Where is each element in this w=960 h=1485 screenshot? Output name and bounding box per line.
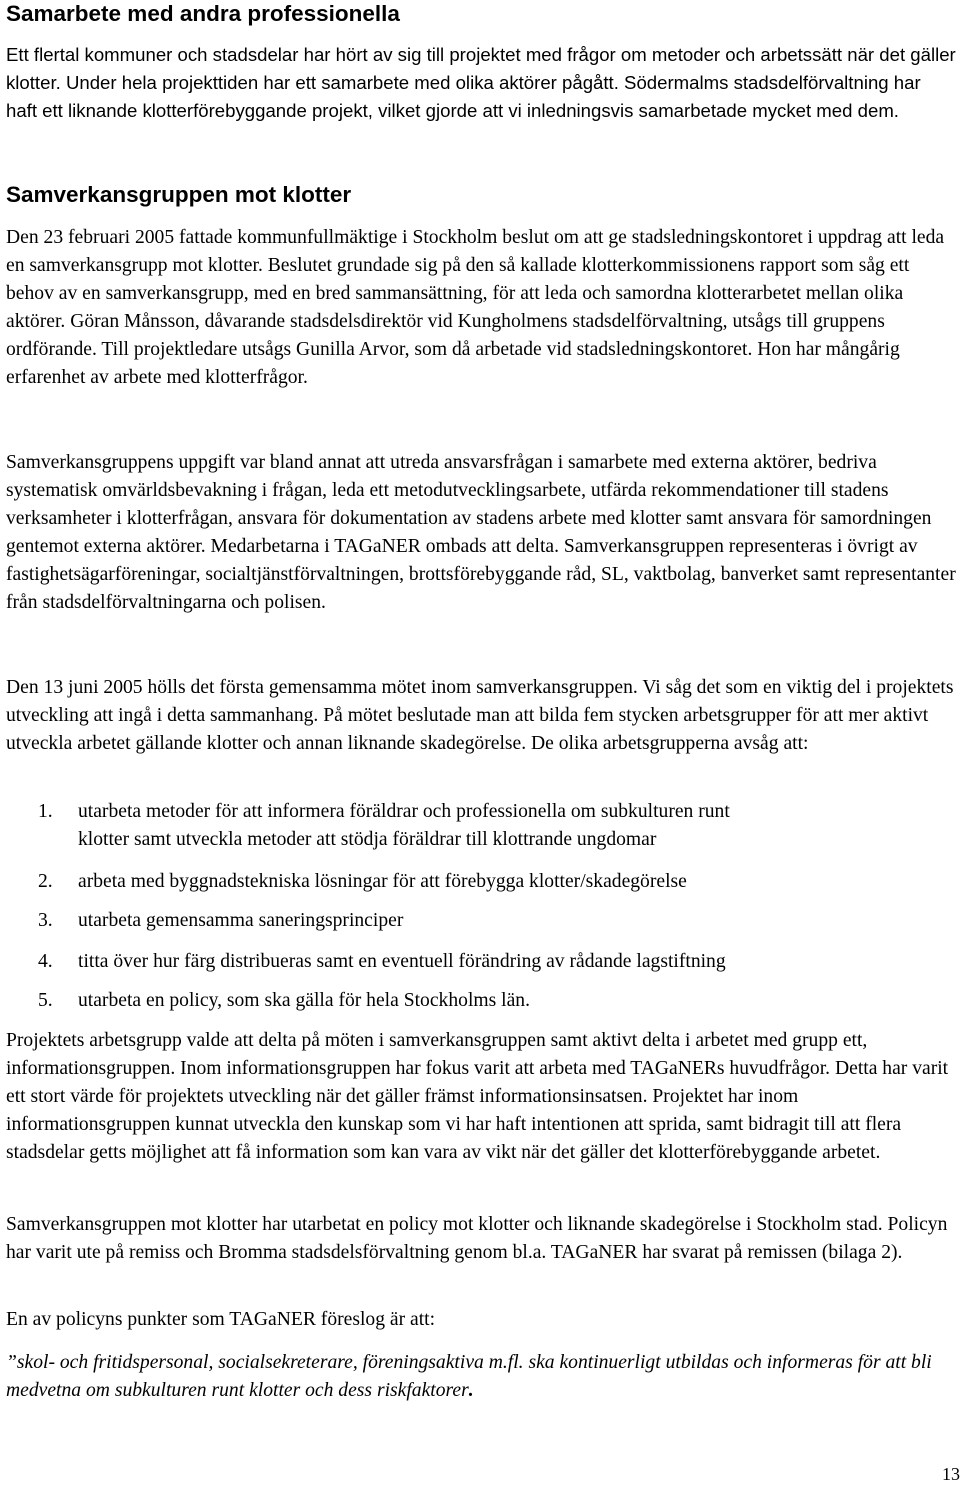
list-item-number: 1. [38,801,53,822]
list-item-text: utarbeta en policy, som ska gälla för hela Stockholms län. [78,990,530,1011]
paragraph-projektets-arbetsgrupp: Projektets arbetsgrupp valde att delta på möten i samverkansgruppen samt aktivt delta i arbetet med grupp ett, informationsgruppen. Inom informationsgruppen har fokus varit att arbeta med TAGaNERs huvudfrågor. Detta har varit ett stort värde för projektets utveckling när det gäller främst informationsinsatsen. Projektet har inom informationsgruppen kunnat utveckla den kunskap som vi har haft intentionen att sprida, samt bidragit till att flera stadsdelar getts möjlighet att få information som kan vara av vikt när det gäller det klotterförebyggande arbetet. [6,1030,949,1163]
list-item-text: utarbeta gemensamma saneringsprinciper [78,910,404,931]
section-heading-samverkansgruppen: Samverkansgruppen mot klotter [6,182,352,207]
paragraph-policyns-punkter: En av policyns punkter som TAGaNER föreslog är att: [6,1309,436,1330]
paragraph-forsta-motet: Den 13 juni 2005 hölls det första gemensamma mötet inom samverkansgruppen. Vi såg det som en viktig del i projektets utveckling att ingå i detta sammanhang. På mötet beslutade man att bilda fem stycken arbetsgrupper för att mer aktivt utveckla arbetet gällande klotter och annan liknande skadegörelse. De olika arbetsgrupperna avsåg att: [6,677,954,754]
policy-quote: ”skol- och fritidspersonal, socialsekreterare, föreningsaktiva m.fl. ska kontinuerligt utbildas och informeras för att bli medvetna om subkulturen runt klotter och dess riskfaktorer. [6,1352,932,1401]
paragraph-policy: Samverkansgruppen mot klotter har utarbetat en policy mot klotter och liknande skadegörelse i Stockholm stad. Policyn har varit ute på remiss och Bromma stadsdelsförvaltning genom bl.a. TAGaNER har svarat på remissen (bilaga 2). [6,1214,948,1263]
paragraph-uppgift: Samverkansgruppens uppgift var bland annat att utreda ansvarsfrågan i samarbete med externa aktörer, bedriva systematisk omvärldsbevakning i frågan, leda ett metodutvecklingsarbete, utfärda rekommendationer till stadens verksamheter i klotterfrågan, ansvara för dokumentation av stadens arbete med klotter samt ansvara för samordningen gentemot externa aktörer. Medarbetarna i TAGaNER ombads att delta. Samverkansgruppen representeras i övrigt av fastighetsägarföreningar, socialtjänstförvaltningen, brottsförebyggande råd, SL, vaktbolag, banverket samt representanter från stadsdelförvaltningarna och polisen. [6,452,956,613]
list-item-text: titta över hur färg distribueras samt en eventuell förändring av rådande lagstiftning [78,951,726,972]
list-item-text: utarbeta metoder för att informera föräldrar och professionella om subkulturen runt klotter samt utveckla metoder att stödja föräldrar till klottrande ungdomar [78,801,730,850]
paragraph-samarbete: Ett flertal kommuner och stadsdelar har hört av sig till projektet med frågor om metoder och arbetssätt när det gäller klotter. Under hela projekttiden har ett samarbete med olika aktörer pågått. Södermalms stadsdelförvaltning har haft ett liknande klotterförebyggande projekt, vilket gjorde att vi inledningsvis samarbetade mycket med dem. [6,44,956,121]
list-item-number: 5. [38,990,53,1011]
list-item-number: 4. [38,951,53,972]
paragraph-beslut: Den 23 februari 2005 fattade kommunfullmäktige i Stockholm beslut om att ge stadsledningskontoret i uppdrag att leda en samverkansgrupp mot klotter. Beslutet grundade sig på den så kallade klotterkommissionens rapport som såg ett behov av en samverkansgrupp, med en bred sammansättning, för att leda och samordna klotterarbetet mellan olika aktörer. Göran Månsson, dåvarande stadsdelsdirektör vid Kungholmens stadsdelförvaltning, utsågs till gruppens ordförande. Till projektledare utsågs Gunilla Arvor, som då arbetade vid stadsledningskontoret. Hon har mångårig erfarenhet av arbete med klotterfrågor. [6,227,945,388]
list-item-number: 2. [38,871,53,892]
page-number: 13 [942,1464,960,1484]
list-item-number: 3. [38,910,53,931]
section-heading-samarbete: Samarbete med andra professionella [6,1,400,26]
list-item-text: arbeta med byggnadstekniska lösningar för att förebygga klotter/skadegörelse [78,871,687,892]
